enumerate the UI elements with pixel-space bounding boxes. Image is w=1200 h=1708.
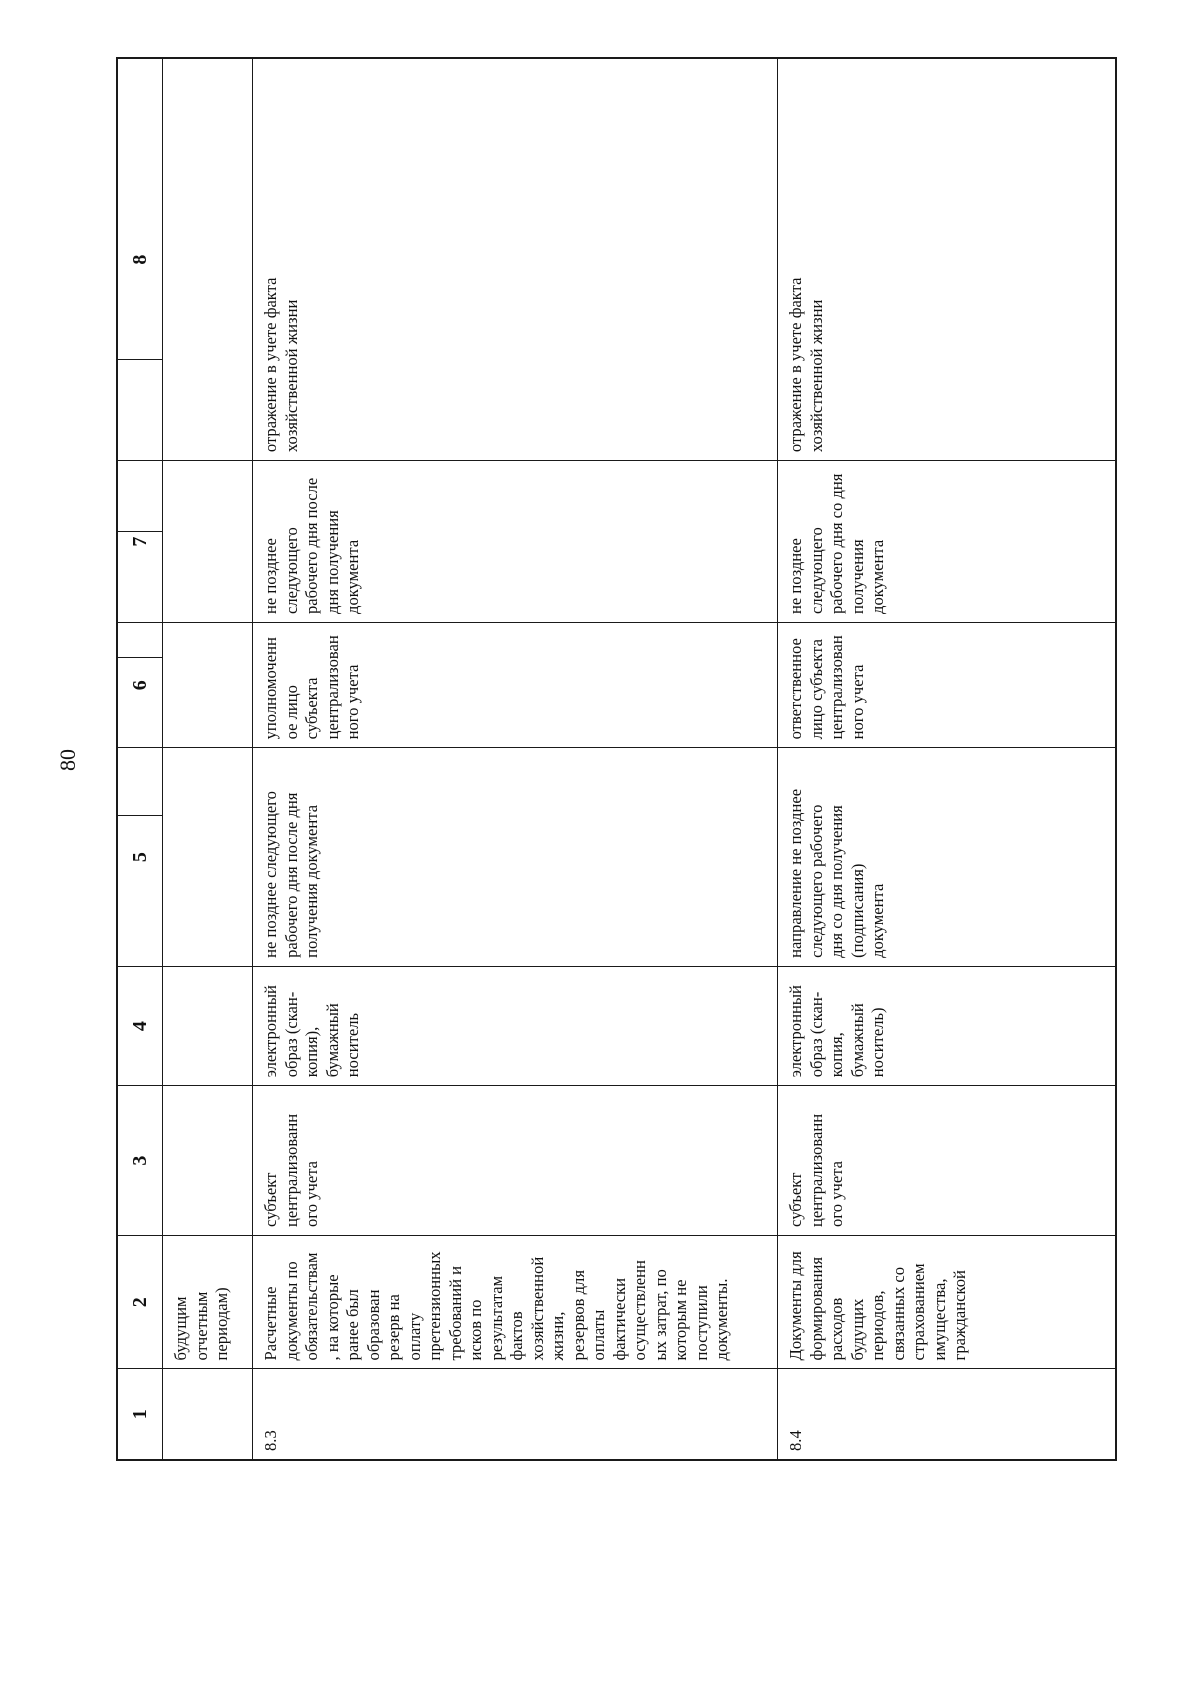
column-number: 4 (117, 966, 163, 1085)
table-row-8-3 (253, 58, 778, 1460)
accounting-action-cell: отражение в учете факта хозяйственной жизни (253, 58, 778, 461)
originator-cell: субъект централизованн ого учета (778, 1086, 1117, 1236)
table-cell (163, 58, 253, 461)
originator-cell: субъект централизованн ого учета (253, 1086, 778, 1236)
tick-line (118, 359, 162, 360)
column-number-label: 6 (128, 680, 151, 691)
table-row-8-4 (778, 58, 1117, 1460)
column-number: 2 (117, 1235, 163, 1369)
responsible-person-cell: уполномоченн ое лицо субъекта централизован ного учета (253, 622, 778, 747)
tick-line (118, 531, 162, 532)
table-cell (163, 622, 253, 747)
tick-line (118, 657, 162, 658)
row-number: 8.3 (253, 1369, 778, 1460)
accounting-action-cell: отражение в учете факта хозяйственной жизни (778, 58, 1117, 461)
column-number: 1 (117, 1369, 163, 1460)
processing-deadline-cell: не позднее следующего рабочего дня после дня получения документа (253, 461, 778, 623)
table-cell (163, 966, 253, 1085)
column-number (117, 58, 163, 461)
column-number-label: 7 (128, 536, 151, 547)
table-cell (163, 1369, 253, 1460)
document-format-cell: электронный образ (скан- копия, бумажный носитель) (778, 966, 1117, 1085)
column-number (117, 622, 163, 747)
column-number: 3 (117, 1086, 163, 1236)
procedure-table (116, 57, 1117, 1461)
processing-deadline-cell: не позднее следующего рабочего дня со дня получения документа (778, 461, 1117, 623)
table-row-continuation (163, 58, 253, 1460)
column-number-row (117, 58, 163, 1460)
row-number: 8.4 (778, 1369, 1117, 1460)
responsible-person-cell: ответственное лицо субъекта централизован ного учета (778, 622, 1117, 747)
document-format-cell: электронный образ (скан- копия), бумажный носитель (253, 966, 778, 1085)
table-cell: будущим отчетным периодам) (163, 1235, 253, 1369)
document-sheet (112, 53, 1122, 1465)
page-number: 80 (55, 749, 80, 771)
column-number-label: 8 (128, 254, 151, 265)
transfer-deadline-cell: направление не позднее следующего рабочего дня со дня получения (подписания) документа (778, 748, 1117, 966)
document-name-cell: Документы для формирования расходов будущих периодов, связанных со страхованием имущества, гражданской (778, 1235, 1117, 1369)
table-cell (163, 461, 253, 623)
table-cell (163, 748, 253, 966)
transfer-deadline-cell: не позднее следующего рабочего дня после дня получения документа (253, 748, 778, 966)
column-number-label: 5 (128, 852, 151, 863)
table-cell (163, 1086, 253, 1236)
column-number (117, 461, 163, 623)
column-number (117, 748, 163, 966)
document-name-cell: Расчетные документы по обязательствам , на которые ранее был образован резерв на оплату претензионных требований и исков по результатам фактов хозяйственной жизни, резервов для оплаты фактически осуществленн ых затрат, по которым не поступили документы. (253, 1235, 778, 1369)
tick-line (118, 815, 162, 816)
